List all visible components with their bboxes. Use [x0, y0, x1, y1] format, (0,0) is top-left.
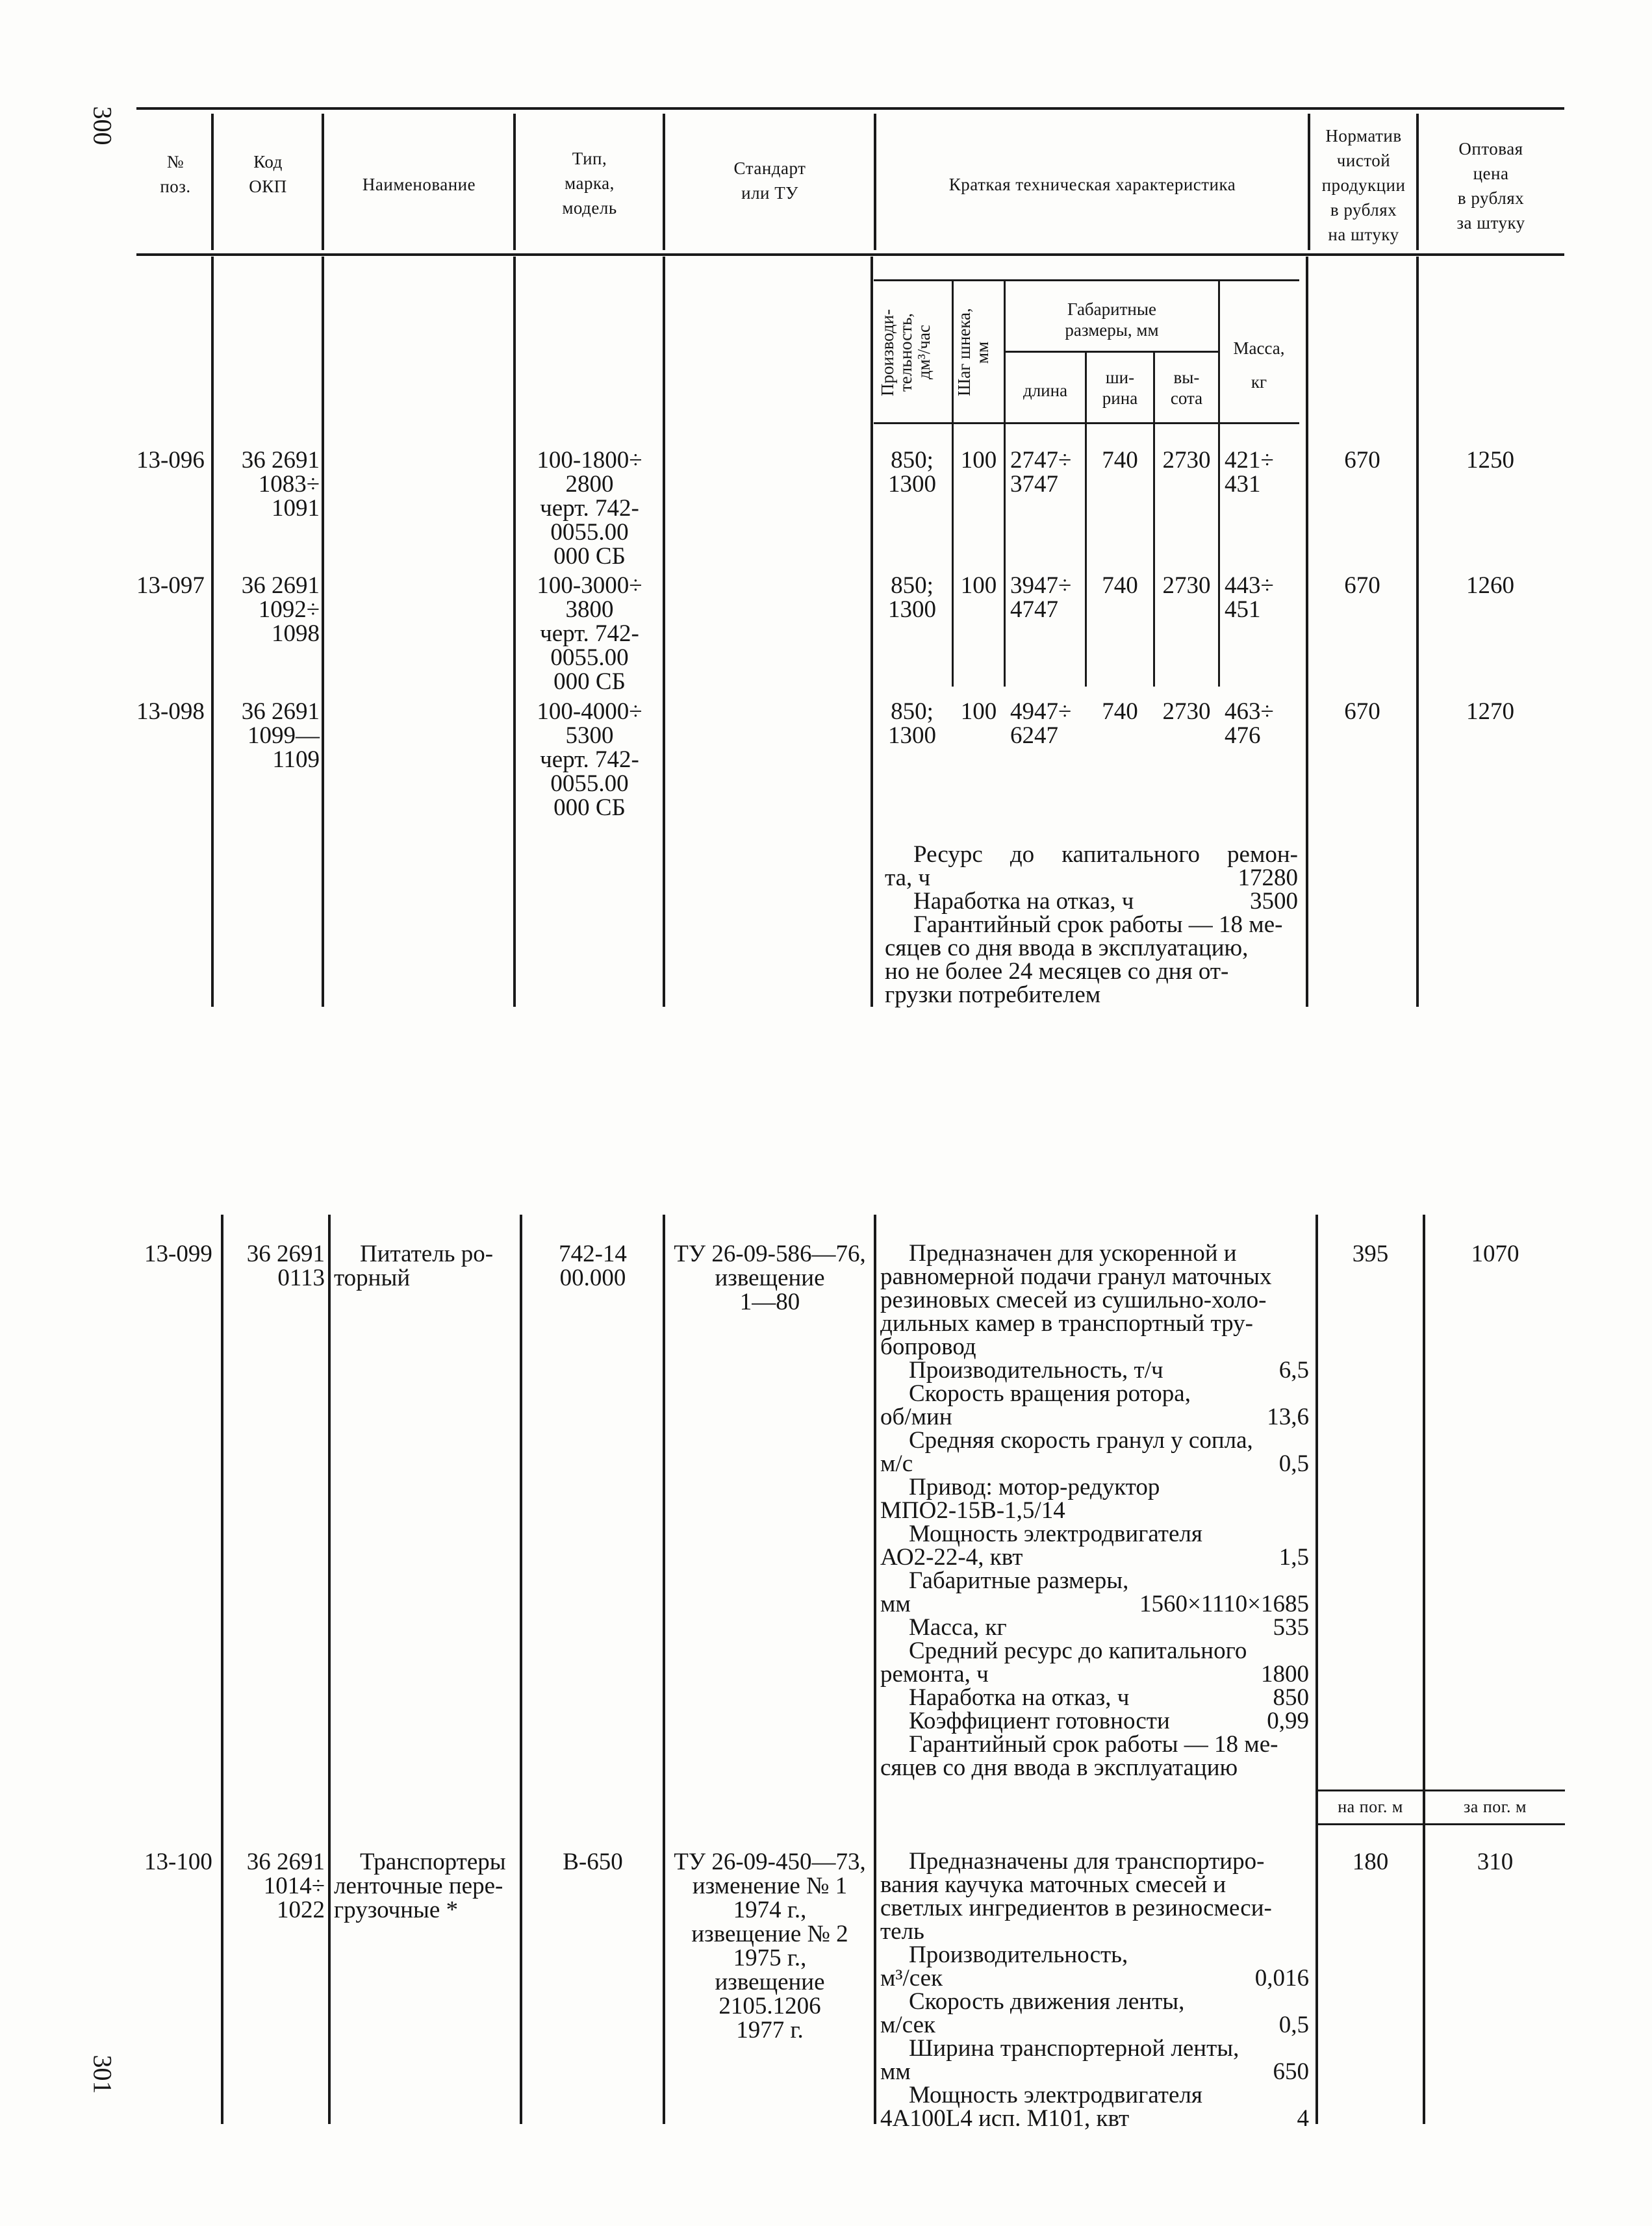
row-okp: 36 2691 1014÷ 1022 [246, 1849, 325, 1923]
spec-row [880, 1967, 1309, 1990]
header-col-divider [663, 114, 665, 250]
row-width: 740 [1102, 447, 1138, 474]
unit-rule-top [1318, 1790, 1565, 1791]
header-standard: Стандарт или ТУ [733, 158, 806, 203]
body-col-divider [874, 1215, 876, 2124]
spec-row [880, 1710, 1309, 1733]
body-col-divider [221, 1215, 223, 2124]
notes-top [885, 843, 1298, 1007]
row-099-specs [880, 1359, 1309, 1733]
row-model: В-650 [563, 1849, 623, 1875]
header-okp: Код ОКП [249, 152, 287, 196]
row-100-characteristics [880, 1850, 1309, 2131]
spec-label-cont: АО2-22-4, квт [880, 1544, 1023, 1571]
subtable-divider [952, 281, 954, 687]
row-length: 4947÷ 6247 [1010, 698, 1072, 749]
body-col-divider [1416, 257, 1419, 1007]
row-okp: 36 2691 1099— 1109 [241, 698, 320, 773]
header-norm: Норматив чистой продукции в рублях на штуку [1321, 126, 1406, 244]
spec-label-cont: об/мин [880, 1404, 952, 1430]
row-screw-pitch: 100 [960, 698, 997, 725]
row-pos: 13-098 [136, 698, 205, 725]
row-productivity: 850; 1300 [888, 572, 936, 623]
subtable-productivity: Производи- тельность, дм³/час [878, 309, 934, 396]
spec-item [880, 2037, 1309, 2084]
row-mass: 421÷ 431 [1225, 447, 1274, 498]
row-height: 2730 [1162, 447, 1211, 474]
row-100-specs [880, 1943, 1309, 2131]
row-norm: 180 [1352, 1849, 1389, 1875]
row-screw-pitch: 100 [960, 572, 997, 599]
body-col-divider [1315, 1215, 1318, 2124]
row-model: 100-4000÷ 5300 черт. 742- 0055.00 000 СБ [537, 698, 642, 821]
spec-label: Мощность электродвигателя [909, 2082, 1202, 2108]
row-norm: 670 [1344, 572, 1380, 599]
subtable-height: вы- сота [1170, 368, 1203, 408]
row-price: 1270 [1466, 698, 1514, 725]
spec-label-cont: м/сек [880, 2012, 935, 2038]
spec-label-cont: м³/сек [880, 1965, 943, 1992]
subtable-dims-group: Габаритные размеры, мм [1065, 299, 1159, 340]
header-top-rule [136, 107, 1564, 110]
row-price: 1260 [1466, 572, 1514, 599]
resource-value: 17280 [1238, 865, 1298, 891]
row-standard: ТУ 26-09-586—76, извещение 1—80 [674, 1241, 866, 1315]
spec-label: Габаритные размеры, [909, 1567, 1129, 1594]
subtable-top-rule [874, 279, 1299, 281]
body-col-divider [322, 257, 324, 1007]
row-name: Питатель ро- торный [334, 1241, 494, 1291]
row-model: 742-14 00.000 [559, 1241, 627, 1291]
spec-row [880, 1616, 1309, 1639]
spec-item [880, 1686, 1309, 1710]
header-name: Наименование [362, 175, 476, 194]
row-norm: 670 [1344, 698, 1380, 725]
spec-label: Наработка на отказ, ч [909, 1684, 1130, 1711]
spec-row [880, 2014, 1309, 2037]
spec-item [880, 1429, 1309, 1476]
spec-value: 4 [1297, 2105, 1309, 2132]
resource-row [885, 866, 1298, 890]
unit-label-price: за пог. м [1464, 1797, 1527, 1816]
spec-label: Скорость вращения ротора, [909, 1380, 1191, 1407]
spec-item [880, 1523, 1309, 1569]
spec-item [880, 1476, 1309, 1523]
spec-label: Ширина транспортерной ленты, [909, 2035, 1239, 2062]
row-099-characteristics [880, 1242, 1309, 1780]
spec-value: 0,99 [1267, 1708, 1309, 1734]
spec-item [880, 1639, 1309, 1686]
spec-value: 535 [1273, 1614, 1309, 1641]
row-model: 100-1800÷ 2800 черт. 742- 0055.00 000 СБ [537, 447, 642, 570]
body-col-divider [663, 257, 665, 1007]
header-bottom-rule [136, 253, 1564, 256]
spec-value: 0,016 [1254, 1965, 1309, 1992]
row-norm: 670 [1344, 447, 1380, 474]
unit-rule-bottom [1318, 1823, 1565, 1825]
mtbf-label: Наработка на отказ, ч [913, 888, 1134, 915]
row-screw-pitch: 100 [960, 447, 997, 474]
header-col-divider [322, 114, 324, 250]
row-price: 310 [1477, 1849, 1514, 1875]
mtbf-value: 3500 [1250, 888, 1298, 915]
mtbf-row [885, 890, 1298, 913]
row-pos: 13-097 [136, 572, 205, 599]
header-col-divider [1308, 114, 1310, 250]
row-okp: 36 2691 1092÷ 1098 [241, 572, 320, 647]
row-length: 3947÷ 4747 [1010, 572, 1072, 623]
spec-label: Масса, кг [909, 1614, 1007, 1641]
spec-row [880, 1663, 1309, 1686]
spec-value: 13,6 [1267, 1404, 1309, 1430]
spec-value: 0,5 [1278, 2012, 1309, 2038]
row-mass: 443÷ 451 [1225, 572, 1274, 623]
subtable-mass: Масса, кг [1233, 338, 1285, 392]
row-100-description: Предназначены для транспортиро- вания каучука маточных смесей и светлых ингредиентов в резиносмеси- тель [880, 1848, 1272, 1945]
body-col-divider [513, 257, 516, 1007]
resource-label-cont: та, ч [885, 865, 931, 891]
row-productivity: 850; 1300 [888, 698, 936, 749]
spec-label: Средняя скорость гранул у сопла, [909, 1427, 1253, 1454]
subtable-length: длина [1023, 381, 1068, 400]
row-pos: 13-099 [144, 1241, 212, 1267]
header-pos: № поз. [160, 152, 191, 196]
spec-label-cont: мм [880, 2058, 911, 2085]
spec-item [880, 1616, 1309, 1639]
spec-row [880, 2107, 1309, 2131]
spec-item [880, 1382, 1309, 1429]
unit-label-norm: на пог. м [1338, 1797, 1403, 1816]
spec-value: 1560×1110×1685 [1139, 1591, 1309, 1617]
spec-row [880, 2060, 1309, 2084]
row-099-warranty: Гарантийный срок работы — 18 ме- сяцев со дня ввода в эксплуатацию [880, 1731, 1278, 1781]
subtable-width: ши- рина [1102, 368, 1138, 408]
row-pos: 13-096 [136, 447, 205, 474]
row-099-description: Предназначен для ускоренной и равномерной подачи гранул маточных резиновых смесей из сушильно-холо- дильных камер в транспортный тру- бопровод [880, 1240, 1272, 1360]
spec-item [880, 1569, 1309, 1616]
warranty-text: Гарантийный срок работы — 18 ме- сяцев со дня ввода в эксплуатацию, но не более 24 месяцев со дня от- грузки потребителем [885, 911, 1283, 1008]
resource-label: Ресурс до капитального ремон- [913, 841, 1298, 868]
row-productivity: 850; 1300 [888, 447, 936, 498]
spec-value: 850 [1273, 1684, 1309, 1711]
header-col-divider [874, 114, 876, 250]
header-characteristics: Краткая техническая характеристика [948, 175, 1236, 194]
row-pos: 13-100 [144, 1849, 212, 1875]
row-length: 2747÷ 3747 [1010, 447, 1072, 498]
row-norm: 395 [1352, 1241, 1389, 1267]
row-okp: 36 2691 1083÷ 1091 [241, 447, 320, 522]
body-col-divider [211, 257, 214, 1007]
row-price: 1070 [1471, 1241, 1519, 1267]
row-width: 740 [1102, 698, 1138, 725]
body-col-divider [870, 257, 873, 1007]
spec-row [880, 1686, 1309, 1710]
spec-label-cont: 4А100L4 исп. М101, квт [880, 2105, 1130, 2132]
row-price: 1250 [1466, 447, 1514, 474]
spec-value: 1,5 [1278, 1544, 1309, 1571]
spec-label: Коэффициент готовности [909, 1708, 1170, 1734]
spec-label: Производительность, т/ч [909, 1357, 1163, 1384]
body-col-divider [663, 1215, 665, 2124]
spec-value: 0,5 [1278, 1450, 1309, 1477]
body-col-divider [1306, 257, 1308, 1007]
row-okp: 36 2691 0113 [246, 1241, 325, 1291]
header-price: Оптовая цена в рублях за штуку [1456, 139, 1525, 233]
spec-label-cont: мм [880, 1591, 911, 1617]
body-col-divider [1423, 1215, 1425, 2124]
row-name: Транспортеры ленточные пере- грузочные * [334, 1849, 506, 1923]
spec-label: Производительность, [909, 1941, 1128, 1968]
spec-label: Привод: мотор-редуктор [909, 1474, 1160, 1500]
header-model: Тип, марка, модель [562, 149, 617, 218]
spec-label-cont: ремонта, ч [880, 1661, 989, 1688]
row-height: 2730 [1162, 572, 1211, 599]
spec-label-cont: МПО2-15В-1,5/14 [880, 1497, 1065, 1524]
spec-row [880, 1406, 1309, 1429]
body-col-divider [328, 1215, 331, 2124]
row-mass: 463÷ 476 [1225, 698, 1274, 749]
spec-row [880, 1593, 1309, 1616]
subtable-divider [1004, 281, 1006, 687]
page-number-bottom: 301 [88, 2055, 118, 2094]
page-number-top: 300 [88, 106, 118, 145]
spec-value: 6,5 [1278, 1357, 1309, 1384]
spec-label-cont: м/с [880, 1450, 913, 1477]
spec-label: Средний ресурс до капитального [909, 1638, 1247, 1664]
row-standard: ТУ 26-09-450—73, изменение № 1 1974 г., извещение № 2 1975 г., извещение 2105.1206 1977 г. [674, 1849, 866, 2043]
spec-item [880, 1710, 1309, 1733]
header-col-divider [513, 114, 516, 250]
spec-value: 650 [1273, 2058, 1309, 2085]
header-col-divider [1416, 114, 1419, 250]
subtable-dims-rule [1004, 351, 1218, 353]
spec-row [880, 1359, 1309, 1382]
spec-row [880, 1546, 1309, 1569]
row-height: 2730 [1162, 698, 1211, 725]
header-col-divider [211, 114, 214, 250]
row-model: 100-3000÷ 3800 черт. 742- 0055.00 000 СБ [537, 572, 642, 695]
spec-label: Мощность электродвигателя [909, 1521, 1202, 1547]
subtable-screw-pitch: Шаг шнека, мм [954, 308, 992, 397]
row-width: 740 [1102, 572, 1138, 599]
body-col-divider [520, 1215, 522, 2124]
spec-item [880, 1990, 1309, 2037]
spec-row [880, 1499, 1309, 1523]
spec-label: Скорость движения ленты, [909, 1988, 1185, 2015]
spec-item [880, 1359, 1309, 1382]
spec-item [880, 1943, 1309, 1990]
spec-value: 1800 [1261, 1661, 1309, 1688]
spec-item [880, 2084, 1309, 2131]
spec-row [880, 1452, 1309, 1476]
